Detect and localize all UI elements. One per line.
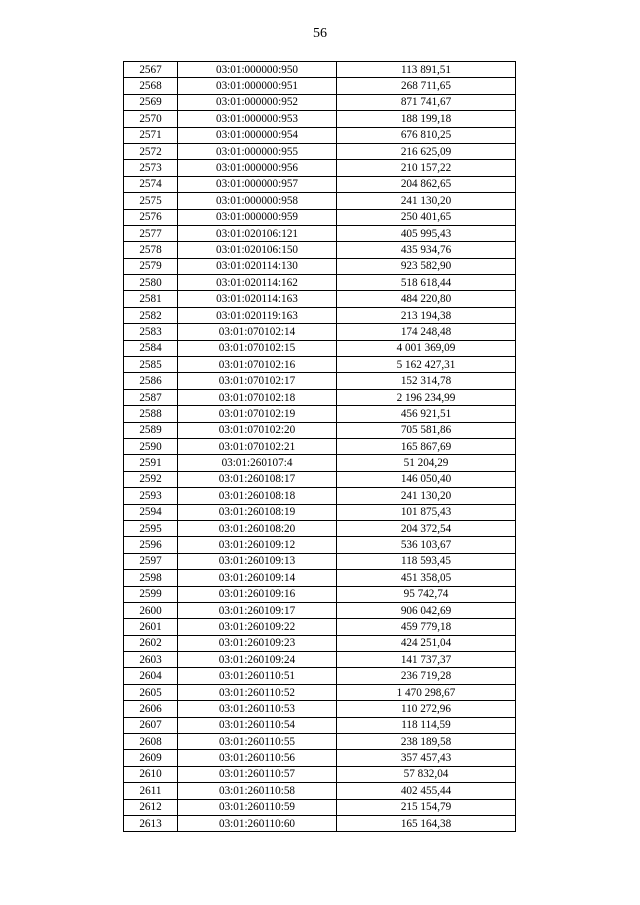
cadastral-number-cell: 03:01:070102:19 <box>178 406 337 422</box>
row-number-cell: 2571 <box>124 127 178 143</box>
table-row <box>124 783 516 799</box>
cadastral-value-cell: 402 455,44 <box>337 783 516 799</box>
row-number-cell: 2568 <box>124 78 178 94</box>
row-number-cell: 2567 <box>124 62 178 78</box>
table-row <box>124 357 516 373</box>
row-number-cell: 2602 <box>124 635 178 651</box>
table-row <box>124 520 516 536</box>
cadastral-value-cell: 518 618,44 <box>337 275 516 291</box>
table-row <box>124 537 516 553</box>
row-number-cell: 2578 <box>124 242 178 258</box>
page-number: 56 <box>313 26 327 41</box>
table-row <box>124 684 516 700</box>
cadastral-number-cell: 03:01:260110:55 <box>178 734 337 750</box>
cadastral-value-cell: 241 130,20 <box>337 193 516 209</box>
table-row <box>124 307 516 323</box>
cadastral-number-cell: 03:01:260110:51 <box>178 668 337 684</box>
cadastral-number-cell: 03:01:260110:59 <box>178 799 337 815</box>
cadastral-value-cell: 141 737,37 <box>337 652 516 668</box>
row-number-cell: 2590 <box>124 438 178 454</box>
row-number-cell: 2584 <box>124 340 178 356</box>
cadastral-value-cell: 210 157,22 <box>337 160 516 176</box>
cadastral-value-cell: 216 625,09 <box>337 143 516 159</box>
table-row <box>124 242 516 258</box>
table-row <box>124 111 516 127</box>
row-number-cell: 2613 <box>124 815 178 831</box>
table-row <box>124 815 516 831</box>
table-row <box>124 258 516 274</box>
cadastral-value-cell: 215 154,79 <box>337 799 516 815</box>
cadastral-number-cell: 03:01:070102:21 <box>178 438 337 454</box>
cadastral-number-cell: 03:01:260109:23 <box>178 635 337 651</box>
table-row <box>124 455 516 471</box>
table-row <box>124 619 516 635</box>
cadastral-value-cell: 204 372,54 <box>337 520 516 536</box>
row-number-cell: 2579 <box>124 258 178 274</box>
row-number-cell: 2574 <box>124 176 178 192</box>
table-row <box>124 504 516 520</box>
row-number-cell: 2594 <box>124 504 178 520</box>
table-row <box>124 717 516 733</box>
row-number-cell: 2606 <box>124 701 178 717</box>
cadastral-value-cell: 357 457,43 <box>337 750 516 766</box>
table-row <box>124 340 516 356</box>
cadastral-value-cell: 871 741,67 <box>337 94 516 110</box>
row-number-cell: 2587 <box>124 389 178 405</box>
cadastral-value-cell: 705 581,86 <box>337 422 516 438</box>
row-number-cell: 2599 <box>124 586 178 602</box>
row-number-cell: 2577 <box>124 225 178 241</box>
cadastral-value-cell: 268 711,65 <box>337 78 516 94</box>
cadastral-value-table <box>123 61 516 832</box>
cadastral-number-cell: 03:01:020114:163 <box>178 291 337 307</box>
cadastral-number-cell: 03:01:260110:60 <box>178 815 337 831</box>
cadastral-value-cell: 456 921,51 <box>337 406 516 422</box>
cadastral-value-cell: 4 001 369,09 <box>337 340 516 356</box>
table-row <box>124 143 516 159</box>
cadastral-number-cell: 03:01:020114:130 <box>178 258 337 274</box>
row-number-cell: 2592 <box>124 471 178 487</box>
cadastral-number-cell: 03:01:070102:14 <box>178 324 337 340</box>
cadastral-value-cell: 101 875,43 <box>337 504 516 520</box>
cadastral-value-cell: 2 196 234,99 <box>337 389 516 405</box>
cadastral-value-cell: 110 272,96 <box>337 701 516 717</box>
cadastral-value-cell: 250 401,65 <box>337 209 516 225</box>
cadastral-value-cell: 113 891,51 <box>337 62 516 78</box>
cadastral-number-cell: 03:01:020106:121 <box>178 225 337 241</box>
cadastral-value-cell: 165 164,38 <box>337 815 516 831</box>
cadastral-value-cell: 241 130,20 <box>337 488 516 504</box>
cadastral-number-cell: 03:01:260109:13 <box>178 553 337 569</box>
cadastral-number-cell: 03:01:260108:17 <box>178 471 337 487</box>
cadastral-value-cell: 923 582,90 <box>337 258 516 274</box>
cadastral-number-cell: 03:01:260110:52 <box>178 684 337 700</box>
table-row <box>124 766 516 782</box>
table-row <box>124 750 516 766</box>
cadastral-number-cell: 03:01:070102:17 <box>178 373 337 389</box>
cadastral-number-cell: 03:01:020119:163 <box>178 307 337 323</box>
row-number-cell: 2589 <box>124 422 178 438</box>
table-row <box>124 275 516 291</box>
cadastral-number-cell: 03:01:260110:54 <box>178 717 337 733</box>
cadastral-number-cell: 03:01:000000:956 <box>178 160 337 176</box>
cadastral-value-cell: 51 204,29 <box>337 455 516 471</box>
row-number-cell: 2586 <box>124 373 178 389</box>
cadastral-number-cell: 03:01:000000:958 <box>178 193 337 209</box>
cadastral-value-cell: 459 779,18 <box>337 619 516 635</box>
cadastral-number-cell: 03:01:260110:58 <box>178 783 337 799</box>
table-row <box>124 471 516 487</box>
row-number-cell: 2604 <box>124 668 178 684</box>
cadastral-number-cell: 03:01:000000:950 <box>178 62 337 78</box>
cadastral-number-cell: 03:01:000000:955 <box>178 143 337 159</box>
cadastral-number-cell: 03:01:070102:18 <box>178 389 337 405</box>
row-number-cell: 2573 <box>124 160 178 176</box>
table-row <box>124 488 516 504</box>
row-number-cell: 2597 <box>124 553 178 569</box>
cadastral-number-cell: 03:01:000000:957 <box>178 176 337 192</box>
table-row <box>124 438 516 454</box>
table-row <box>124 209 516 225</box>
cadastral-value-cell: 188 199,18 <box>337 111 516 127</box>
cadastral-value-cell: 451 358,05 <box>337 570 516 586</box>
table-row <box>124 799 516 815</box>
row-number-cell: 2593 <box>124 488 178 504</box>
row-number-cell: 2603 <box>124 652 178 668</box>
table-row <box>124 635 516 651</box>
cadastral-number-cell: 03:01:070102:15 <box>178 340 337 356</box>
cadastral-number-cell: 03:01:000000:952 <box>178 94 337 110</box>
cadastral-value-cell: 165 867,69 <box>337 438 516 454</box>
table-row <box>124 324 516 340</box>
row-number-cell: 2580 <box>124 275 178 291</box>
cadastral-value-cell: 152 314,78 <box>337 373 516 389</box>
table-row <box>124 389 516 405</box>
cadastral-value-cell: 57 832,04 <box>337 766 516 782</box>
table-row <box>124 652 516 668</box>
table-row <box>124 373 516 389</box>
table-row <box>124 94 516 110</box>
cadastral-number-cell: 03:01:000000:959 <box>178 209 337 225</box>
table-body <box>124 62 516 832</box>
table-row <box>124 291 516 307</box>
table-row <box>124 668 516 684</box>
cadastral-number-cell: 03:01:260109:16 <box>178 586 337 602</box>
cadastral-value-cell: 236 719,28 <box>337 668 516 684</box>
row-number-cell: 2596 <box>124 537 178 553</box>
cadastral-value-cell: 213 194,38 <box>337 307 516 323</box>
row-number-cell: 2607 <box>124 717 178 733</box>
cadastral-value-cell: 435 934,76 <box>337 242 516 258</box>
cadastral-number-cell: 03:01:070102:16 <box>178 357 337 373</box>
row-number-cell: 2605 <box>124 684 178 700</box>
row-number-cell: 2608 <box>124 734 178 750</box>
cadastral-number-cell: 03:01:260109:22 <box>178 619 337 635</box>
row-number-cell: 2610 <box>124 766 178 782</box>
cadastral-number-cell: 03:01:260108:20 <box>178 520 337 536</box>
table-row <box>124 406 516 422</box>
row-number-cell: 2598 <box>124 570 178 586</box>
cadastral-number-cell: 03:01:260109:12 <box>178 537 337 553</box>
row-number-cell: 2601 <box>124 619 178 635</box>
cadastral-number-cell: 03:01:000000:953 <box>178 111 337 127</box>
cadastral-value-cell: 204 862,65 <box>337 176 516 192</box>
row-number-cell: 2600 <box>124 602 178 618</box>
cadastral-number-cell: 03:01:260109:14 <box>178 570 337 586</box>
row-number-cell: 2569 <box>124 94 178 110</box>
table-row <box>124 193 516 209</box>
cadastral-number-cell: 03:01:070102:20 <box>178 422 337 438</box>
cadastral-number-cell: 03:01:000000:951 <box>178 78 337 94</box>
table-row <box>124 422 516 438</box>
cadastral-value-cell: 118 114,59 <box>337 717 516 733</box>
row-number-cell: 2595 <box>124 520 178 536</box>
row-number-cell: 2609 <box>124 750 178 766</box>
cadastral-number-cell: 03:01:260108:19 <box>178 504 337 520</box>
cadastral-number-cell: 03:01:260109:24 <box>178 652 337 668</box>
cadastral-number-cell: 03:01:260107:4 <box>178 455 337 471</box>
cadastral-number-cell: 03:01:260109:17 <box>178 602 337 618</box>
cadastral-number-cell: 03:01:020114:162 <box>178 275 337 291</box>
table-row <box>124 586 516 602</box>
row-number-cell: 2582 <box>124 307 178 323</box>
cadastral-value-cell: 146 050,40 <box>337 471 516 487</box>
cadastral-number-cell: 03:01:260110:56 <box>178 750 337 766</box>
cadastral-number-cell: 03:01:020106:150 <box>178 242 337 258</box>
cadastral-number-cell: 03:01:260110:53 <box>178 701 337 717</box>
cadastral-value-cell: 405 995,43 <box>337 225 516 241</box>
row-number-cell: 2585 <box>124 357 178 373</box>
row-number-cell: 2583 <box>124 324 178 340</box>
table-row <box>124 127 516 143</box>
cadastral-value-cell: 238 189,58 <box>337 734 516 750</box>
row-number-cell: 2612 <box>124 799 178 815</box>
cadastral-value-cell: 676 810,25 <box>337 127 516 143</box>
row-number-cell: 2570 <box>124 111 178 127</box>
table-row <box>124 734 516 750</box>
table-row <box>124 78 516 94</box>
row-number-cell: 2591 <box>124 455 178 471</box>
cadastral-number-cell: 03:01:260108:18 <box>178 488 337 504</box>
cadastral-number-cell: 03:01:000000:954 <box>178 127 337 143</box>
cadastral-value-cell: 1 470 298,67 <box>337 684 516 700</box>
table-row <box>124 553 516 569</box>
cadastral-value-cell: 95 742,74 <box>337 586 516 602</box>
cadastral-value-cell: 484 220,80 <box>337 291 516 307</box>
table-row <box>124 602 516 618</box>
row-number-cell: 2572 <box>124 143 178 159</box>
cadastral-value-cell: 5 162 427,31 <box>337 357 516 373</box>
row-number-cell: 2611 <box>124 783 178 799</box>
cadastral-value-cell: 536 103,67 <box>337 537 516 553</box>
table-row <box>124 701 516 717</box>
cadastral-value-cell: 174 248,48 <box>337 324 516 340</box>
cadastral-number-cell: 03:01:260110:57 <box>178 766 337 782</box>
table-row <box>124 176 516 192</box>
table-row <box>124 570 516 586</box>
table-row <box>124 225 516 241</box>
row-number-cell: 2575 <box>124 193 178 209</box>
table-row <box>124 62 516 78</box>
row-number-cell: 2588 <box>124 406 178 422</box>
table-row <box>124 160 516 176</box>
row-number-cell: 2576 <box>124 209 178 225</box>
cadastral-value-cell: 118 593,45 <box>337 553 516 569</box>
row-number-cell: 2581 <box>124 291 178 307</box>
cadastral-value-cell: 424 251,04 <box>337 635 516 651</box>
cadastral-value-cell: 906 042,69 <box>337 602 516 618</box>
